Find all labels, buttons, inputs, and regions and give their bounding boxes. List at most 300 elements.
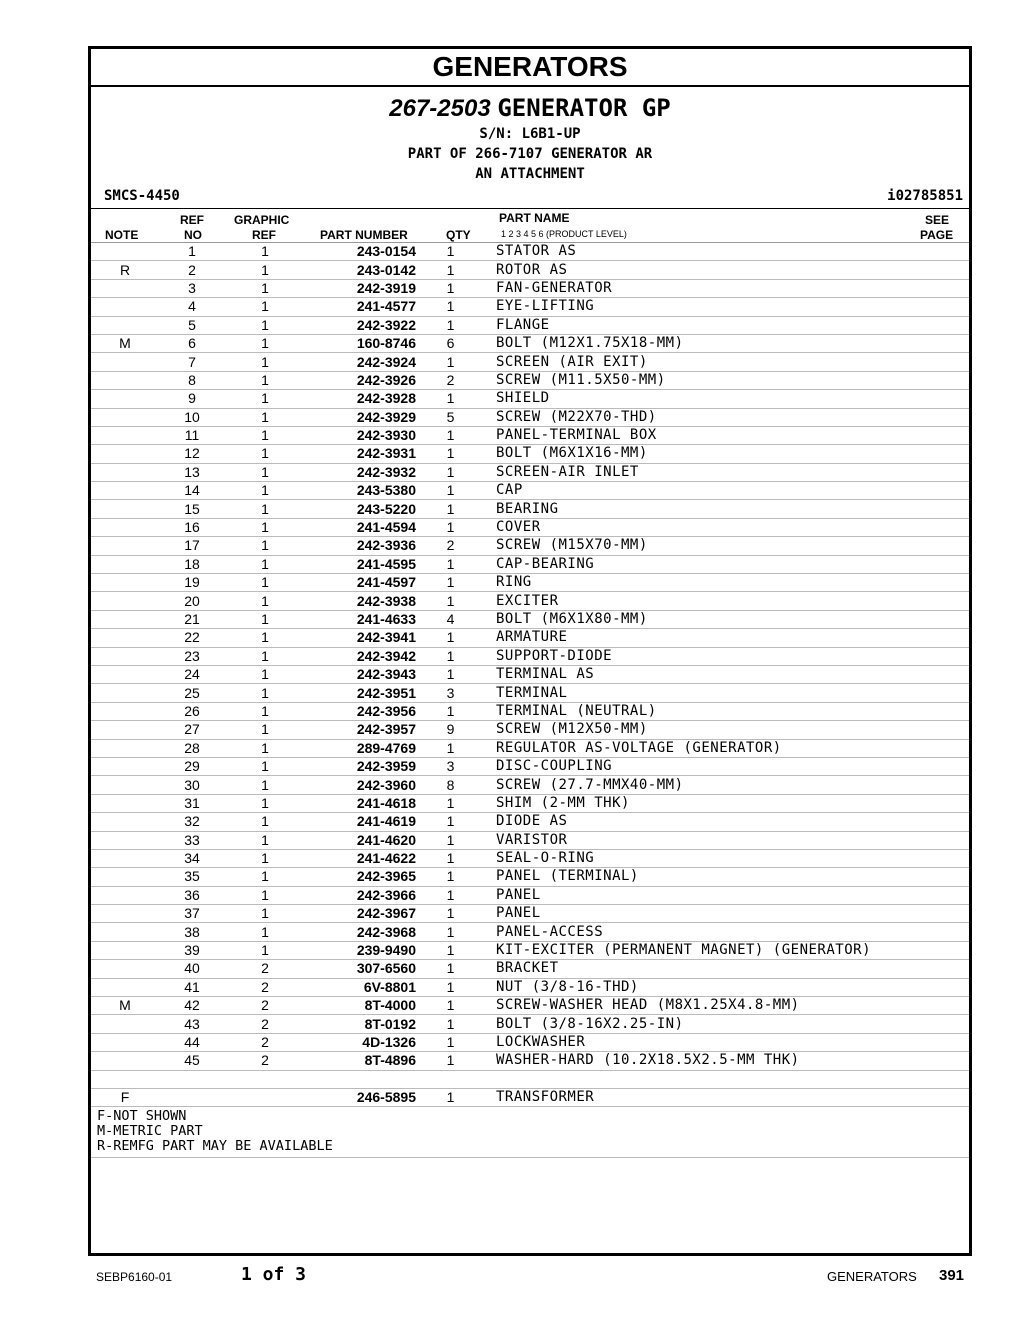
table-row	[91, 1088, 969, 1106]
page-of: 1 of 3	[241, 1264, 307, 1285]
part-name-cell: SCREW (27.7-MMX40-MM)	[485, 776, 969, 794]
illustration-id: i02785851	[887, 188, 963, 204]
part-name-cell: ROTOR AS	[485, 261, 969, 279]
qty-cell: 1	[416, 316, 485, 334]
ref-no-cell: 6	[159, 334, 225, 352]
graphic-ref-cell: 1	[225, 426, 305, 444]
part-number-cell[interactable]: 242-3930	[305, 426, 416, 444]
ref-no-cell: 36	[159, 886, 225, 904]
part-name-cell: BOLT (M6X1X16-MM)	[485, 445, 969, 463]
part-number-cell[interactable]: 242-3965	[305, 868, 416, 886]
table-row	[91, 739, 969, 757]
graphic-ref-cell: 1	[225, 886, 305, 904]
table-row	[91, 665, 969, 683]
graphic-ref-cell: 1	[225, 279, 305, 297]
table-row	[91, 555, 969, 573]
graphic-ref-cell: 1	[225, 537, 305, 555]
table-row	[91, 610, 969, 628]
part-name-cell: SUPPORT-DIODE	[485, 647, 969, 665]
table-row	[91, 813, 969, 831]
note-cell	[91, 243, 159, 261]
parts-table	[91, 243, 969, 1107]
graphic-ref-cell: 2	[225, 997, 305, 1015]
part-number-cell[interactable]: 242-3928	[305, 390, 416, 408]
part-number-cell[interactable]: 242-3924	[305, 353, 416, 371]
part-number-cell[interactable]: 242-3951	[305, 684, 416, 702]
col-part-name: PART NAME	[499, 211, 570, 225]
graphic-ref-cell: 1	[225, 261, 305, 279]
qty-cell: 1	[416, 482, 485, 500]
part-number-cell[interactable]: 4D-1326	[305, 1033, 416, 1051]
note-cell	[91, 757, 159, 775]
note-cell: M	[91, 997, 159, 1015]
graphic-ref-cell: 1	[225, 390, 305, 408]
smcs-row	[91, 188, 969, 209]
graphic-ref-cell: 1	[225, 555, 305, 573]
qty-cell: 1	[416, 923, 485, 941]
ref-no-cell: 7	[159, 353, 225, 371]
part-number-cell[interactable]: 242-3932	[305, 463, 416, 481]
part-name-cell: SCREW-WASHER HEAD (M8X1.25X4.8-MM)	[485, 997, 969, 1015]
part-number-cell[interactable]: 8T-4896	[305, 1052, 416, 1070]
note-cell	[91, 279, 159, 297]
notes-legend	[91, 1107, 969, 1158]
note-cell	[91, 776, 159, 794]
note-cell	[91, 978, 159, 996]
table-row	[91, 978, 969, 996]
qty-cell: 1	[416, 831, 485, 849]
ref-no-cell: 15	[159, 500, 225, 518]
ref-no-cell: 13	[159, 463, 225, 481]
part-name-cell: ARMATURE	[485, 629, 969, 647]
part-number-cell[interactable]: 242-3936	[305, 537, 416, 555]
note-m: M-METRIC PART	[97, 1123, 203, 1140]
part-name-cell: FLANGE	[485, 316, 969, 334]
table-row	[91, 371, 969, 389]
qty-cell: 4	[416, 610, 485, 628]
part-number-cell[interactable]: 6V-8801	[305, 978, 416, 996]
part-name-cell: PANEL	[485, 905, 969, 923]
qty-cell: 1	[416, 647, 485, 665]
table-row	[91, 849, 969, 867]
part-name-cell: SEAL-O-RING	[485, 849, 969, 867]
table-row	[91, 941, 969, 959]
part-number-cell[interactable]: 243-5380	[305, 482, 416, 500]
part-number-cell[interactable]: 160-8746	[305, 334, 416, 352]
ref-no-cell: 28	[159, 739, 225, 757]
note-cell	[91, 1070, 159, 1088]
footer-section: GENERATORS	[827, 1269, 917, 1284]
ref-no-cell: 37	[159, 905, 225, 923]
ref-no-cell: 10	[159, 408, 225, 426]
qty-cell: 5	[416, 408, 485, 426]
ref-no-cell: 21	[159, 610, 225, 628]
table-row	[91, 702, 969, 720]
part-number-cell[interactable]: 242-3943	[305, 665, 416, 683]
part-name-cell: COVER	[485, 518, 969, 536]
ref-no-cell: 27	[159, 721, 225, 739]
graphic-ref-cell: 1	[225, 849, 305, 867]
ref-no-cell: 19	[159, 574, 225, 592]
ref-no-cell: 34	[159, 849, 225, 867]
ref-no-cell: 24	[159, 665, 225, 683]
part-number-cell[interactable]: 241-4595	[305, 555, 416, 573]
qty-cell: 1	[416, 426, 485, 444]
part-number-cell[interactable]: 242-3931	[305, 445, 416, 463]
part-number-cell[interactable]: 242-3926	[305, 371, 416, 389]
note-cell: F	[91, 1088, 159, 1106]
part-name-cell: NUT (3/8-16-THD)	[485, 978, 969, 996]
ref-no-cell: 30	[159, 776, 225, 794]
graphic-ref-cell: 1	[225, 592, 305, 610]
table-row	[91, 794, 969, 812]
part-number-cell[interactable]: 242-3942	[305, 647, 416, 665]
qty-cell: 8	[416, 776, 485, 794]
qty-cell: 1	[416, 794, 485, 812]
qty-cell: 1	[416, 665, 485, 683]
graphic-ref-cell: 2	[225, 1052, 305, 1070]
part-name-cell: CAP-BEARING	[485, 555, 969, 573]
parts-page-frame	[88, 46, 972, 1256]
part-number-cell[interactable]: 246-5895	[305, 1088, 416, 1106]
col-part-number: PART NUMBER	[320, 228, 408, 242]
qty-cell: 1	[416, 592, 485, 610]
graphic-ref-cell: 1	[225, 794, 305, 812]
part-number-cell[interactable]: 243-0154	[305, 243, 416, 261]
ref-no-cell: 42	[159, 997, 225, 1015]
part-number-cell[interactable]: 242-3967	[305, 905, 416, 923]
part-number-cell[interactable]	[305, 1070, 416, 1088]
part-number-cell[interactable]: 242-3919	[305, 279, 416, 297]
note-cell	[91, 482, 159, 500]
qty-cell: 1	[416, 849, 485, 867]
part-name-cell	[485, 1070, 969, 1088]
graphic-ref-cell: 1	[225, 445, 305, 463]
qty-cell: 1	[416, 1015, 485, 1033]
part-name-cell: PANEL (TERMINAL)	[485, 868, 969, 886]
col-page: PAGE	[920, 228, 954, 242]
graphic-ref-cell: 2	[225, 1015, 305, 1033]
graphic-ref-cell: 1	[225, 721, 305, 739]
qty-cell: 1	[416, 1033, 485, 1051]
note-cell	[91, 813, 159, 831]
table-row	[91, 721, 969, 739]
table-row	[91, 776, 969, 794]
qty-cell: 1	[416, 445, 485, 463]
note-cell	[91, 831, 159, 849]
graphic-ref-cell: 1	[225, 518, 305, 536]
note-cell	[91, 868, 159, 886]
qty-cell: 1	[416, 518, 485, 536]
part-number-cell[interactable]: 242-3966	[305, 886, 416, 904]
part-name-cell: EYE-LIFTING	[485, 298, 969, 316]
part-name-cell: TERMINAL	[485, 684, 969, 702]
part-number-cell[interactable]: 242-3922	[305, 316, 416, 334]
note-cell	[91, 721, 159, 739]
qty-cell: 3	[416, 684, 485, 702]
part-number-cell[interactable]: 241-4633	[305, 610, 416, 628]
graphic-ref-cell: 1	[225, 298, 305, 316]
qty-cell: 1	[416, 868, 485, 886]
part-name-cell: BOLT (M12X1.75X18-MM)	[485, 334, 969, 352]
part-name-cell: BEARING	[485, 500, 969, 518]
graphic-ref-cell	[225, 1070, 305, 1088]
note-cell	[91, 629, 159, 647]
qty-cell: 2	[416, 371, 485, 389]
table-row	[91, 500, 969, 518]
part-number-cell[interactable]: 242-3938	[305, 592, 416, 610]
ref-no-cell: 11	[159, 426, 225, 444]
part-name-cell: VARISTOR	[485, 831, 969, 849]
qty-cell: 1	[416, 353, 485, 371]
note-cell	[91, 574, 159, 592]
table-row	[91, 592, 969, 610]
graphic-ref-cell: 1	[225, 353, 305, 371]
table-row	[91, 757, 969, 775]
part-name-cell: LOCKWASHER	[485, 1033, 969, 1051]
part-name-cell: PANEL	[485, 886, 969, 904]
part-name-cell: CAP	[485, 482, 969, 500]
part-number-cell[interactable]: 8T-0192	[305, 1015, 416, 1033]
col-qty: QTY	[446, 228, 471, 242]
table-row	[91, 1033, 969, 1051]
graphic-ref-cell: 1	[225, 905, 305, 923]
qty-cell: 1	[416, 555, 485, 573]
qty-cell	[416, 1070, 485, 1088]
ref-no-cell: 31	[159, 794, 225, 812]
part-name-cell: WASHER-HARD (10.2X18.5X2.5-MM THK)	[485, 1052, 969, 1070]
table-row	[91, 463, 969, 481]
part-number-cell[interactable]: 242-3929	[305, 408, 416, 426]
qty-cell: 1	[416, 886, 485, 904]
qty-cell: 1	[416, 279, 485, 297]
group-title	[91, 93, 969, 124]
graphic-ref-cell: 1	[225, 243, 305, 261]
doc-id: SEBP6160-01	[96, 1270, 173, 1284]
graphic-ref-cell: 1	[225, 684, 305, 702]
qty-cell: 1	[416, 629, 485, 647]
graphic-ref-cell: 1	[225, 334, 305, 352]
graphic-ref-cell: 2	[225, 960, 305, 978]
graphic-ref-cell: 2	[225, 1033, 305, 1051]
part-number-cell[interactable]: 241-4618	[305, 794, 416, 812]
part-number-cell[interactable]: 241-4597	[305, 574, 416, 592]
note-cell	[91, 353, 159, 371]
part-name-cell: BOLT (M6X1X80-MM)	[485, 610, 969, 628]
part-number-cell[interactable]: 289-4769	[305, 739, 416, 757]
table-row	[91, 426, 969, 444]
graphic-ref-cell: 1	[225, 500, 305, 518]
page-footer	[96, 1264, 966, 1288]
note-cell	[91, 849, 159, 867]
part-number-cell[interactable]: 242-3960	[305, 776, 416, 794]
part-name-cell: SCREW (M12X50-MM)	[485, 721, 969, 739]
ref-no-cell: 40	[159, 960, 225, 978]
part-number-cell[interactable]: 241-4594	[305, 518, 416, 536]
table-row	[91, 647, 969, 665]
part-name-cell: SCREEN (AIR EXIT)	[485, 353, 969, 371]
note-cell	[91, 610, 159, 628]
table-row	[91, 886, 969, 904]
part-name-cell: TERMINAL AS	[485, 665, 969, 683]
qty-cell: 1	[416, 463, 485, 481]
ref-no-cell: 45	[159, 1052, 225, 1070]
part-number-cell[interactable]: 307-6560	[305, 960, 416, 978]
note-cell	[91, 463, 159, 481]
qty-cell: 3	[416, 757, 485, 775]
note-cell	[91, 1015, 159, 1033]
graphic-ref-cell: 1	[225, 941, 305, 959]
part-number-cell[interactable]: 241-4577	[305, 298, 416, 316]
note-cell	[91, 739, 159, 757]
note-cell	[91, 886, 159, 904]
group-name: GENERATOR GP	[497, 94, 671, 122]
table-row	[91, 518, 969, 536]
ref-no-cell: 33	[159, 831, 225, 849]
part-number-cell[interactable]: 242-3959	[305, 757, 416, 775]
graphic-ref-cell: 1	[225, 757, 305, 775]
part-number-cell[interactable]: 243-0142	[305, 261, 416, 279]
part-number-cell[interactable]: 242-3941	[305, 629, 416, 647]
part-number-cell[interactable]: 242-3957	[305, 721, 416, 739]
table-row	[91, 684, 969, 702]
note-cell	[91, 647, 159, 665]
part-name-cell: FAN-GENERATOR	[485, 279, 969, 297]
qty-cell: 1	[416, 261, 485, 279]
graphic-ref-cell: 1	[225, 316, 305, 334]
table-row	[91, 574, 969, 592]
ref-no-cell: 2	[159, 261, 225, 279]
ref-no-cell: 26	[159, 702, 225, 720]
table-row	[91, 482, 969, 500]
qty-cell: 2	[416, 537, 485, 555]
note-cell	[91, 794, 159, 812]
ref-no-cell: 4	[159, 298, 225, 316]
qty-cell: 1	[416, 390, 485, 408]
group-header	[91, 93, 969, 184]
smcs-code: SMCS-4450	[104, 188, 180, 204]
ref-no-cell: 23	[159, 647, 225, 665]
attachment-line: AN ATTACHMENT	[475, 166, 585, 182]
qty-cell: 1	[416, 813, 485, 831]
graphic-ref-cell: 1	[225, 371, 305, 389]
part-name-cell: PANEL-ACCESS	[485, 923, 969, 941]
note-f: F-NOT SHOWN	[97, 1108, 187, 1125]
graphic-ref-cell: 1	[225, 923, 305, 941]
ref-no-cell: 20	[159, 592, 225, 610]
serial-range: S/N: L6B1-UP	[479, 126, 581, 142]
qty-cell: 1	[416, 243, 485, 261]
part-name-cell: PANEL-TERMINAL BOX	[485, 426, 969, 444]
ref-no-cell: 29	[159, 757, 225, 775]
ref-no-cell: 41	[159, 978, 225, 996]
part-number-cell[interactable]: 241-4622	[305, 849, 416, 867]
part-number-cell[interactable]: 241-4620	[305, 831, 416, 849]
col-graphic-ref: REF	[252, 228, 276, 242]
part-number-cell[interactable]: 242-3956	[305, 702, 416, 720]
col-note: NOTE	[105, 228, 139, 242]
part-number-cell[interactable]: 241-4619	[305, 813, 416, 831]
graphic-ref-cell: 1	[225, 574, 305, 592]
ref-no-cell: 35	[159, 868, 225, 886]
note-cell	[91, 941, 159, 959]
note-cell	[91, 960, 159, 978]
table-row	[91, 334, 969, 352]
note-cell	[91, 923, 159, 941]
part-name-cell: KIT-EXCITER (PERMANENT MAGNET) (GENERATOR)	[485, 941, 969, 959]
graphic-ref-cell	[225, 1088, 305, 1106]
qty-cell: 1	[416, 905, 485, 923]
note-cell	[91, 518, 159, 536]
col-ref: REF	[180, 213, 204, 227]
note-cell	[91, 665, 159, 683]
note-cell	[91, 500, 159, 518]
ref-no-cell: 14	[159, 482, 225, 500]
part-name-cell: DISC-COUPLING	[485, 757, 969, 775]
table-row	[91, 316, 969, 334]
qty-cell: 1	[416, 702, 485, 720]
table-row	[91, 960, 969, 978]
col-graphic: GRAPHIC	[234, 213, 290, 227]
qty-cell: 9	[416, 721, 485, 739]
ref-no-cell: 16	[159, 518, 225, 536]
qty-cell: 6	[416, 334, 485, 352]
note-cell	[91, 555, 159, 573]
part-of-line: PART OF 266-7107 GENERATOR AR	[407, 146, 653, 162]
graphic-ref-cell: 1	[225, 813, 305, 831]
part-number-cell[interactable]: 242-3968	[305, 923, 416, 941]
table-row	[91, 1070, 969, 1088]
graphic-ref-cell: 1	[225, 610, 305, 628]
graphic-ref-cell: 1	[225, 868, 305, 886]
part-name-cell: BOLT (3/8-16X2.25-IN)	[485, 1015, 969, 1033]
part-name-cell: EXCITER	[485, 592, 969, 610]
part-name-cell: SCREW (M11.5X50-MM)	[485, 371, 969, 389]
note-cell	[91, 1033, 159, 1051]
part-name-cell: SCREW (M22X70-THD)	[485, 408, 969, 426]
part-name-cell: RING	[485, 574, 969, 592]
graphic-ref-cell: 1	[225, 776, 305, 794]
group-part-number[interactable]: 267-2503	[389, 95, 491, 122]
table-row	[91, 279, 969, 297]
table-row	[91, 1015, 969, 1033]
part-number-cell[interactable]: 8T-4000	[305, 997, 416, 1015]
note-cell	[91, 684, 159, 702]
ref-no-cell: 12	[159, 445, 225, 463]
table-row	[91, 831, 969, 849]
note-cell	[91, 905, 159, 923]
part-number-cell[interactable]: 243-5220	[305, 500, 416, 518]
note-cell	[91, 592, 159, 610]
ref-no-cell: 44	[159, 1033, 225, 1051]
table-row	[91, 923, 969, 941]
col-ref-no: NO	[184, 228, 202, 242]
ref-no-cell: 3	[159, 279, 225, 297]
part-number-cell[interactable]: 239-9490	[305, 941, 416, 959]
table-row	[91, 298, 969, 316]
table-row	[91, 445, 969, 463]
page-number: 391	[939, 1267, 965, 1284]
graphic-ref-cell: 1	[225, 408, 305, 426]
part-name-cell: SHIELD	[485, 390, 969, 408]
table-row	[91, 390, 969, 408]
qty-cell: 1	[416, 1088, 485, 1106]
col-see: SEE	[925, 213, 950, 227]
ref-no-cell	[159, 1088, 225, 1106]
qty-cell: 1	[416, 574, 485, 592]
qty-cell: 1	[416, 739, 485, 757]
qty-cell: 1	[416, 941, 485, 959]
